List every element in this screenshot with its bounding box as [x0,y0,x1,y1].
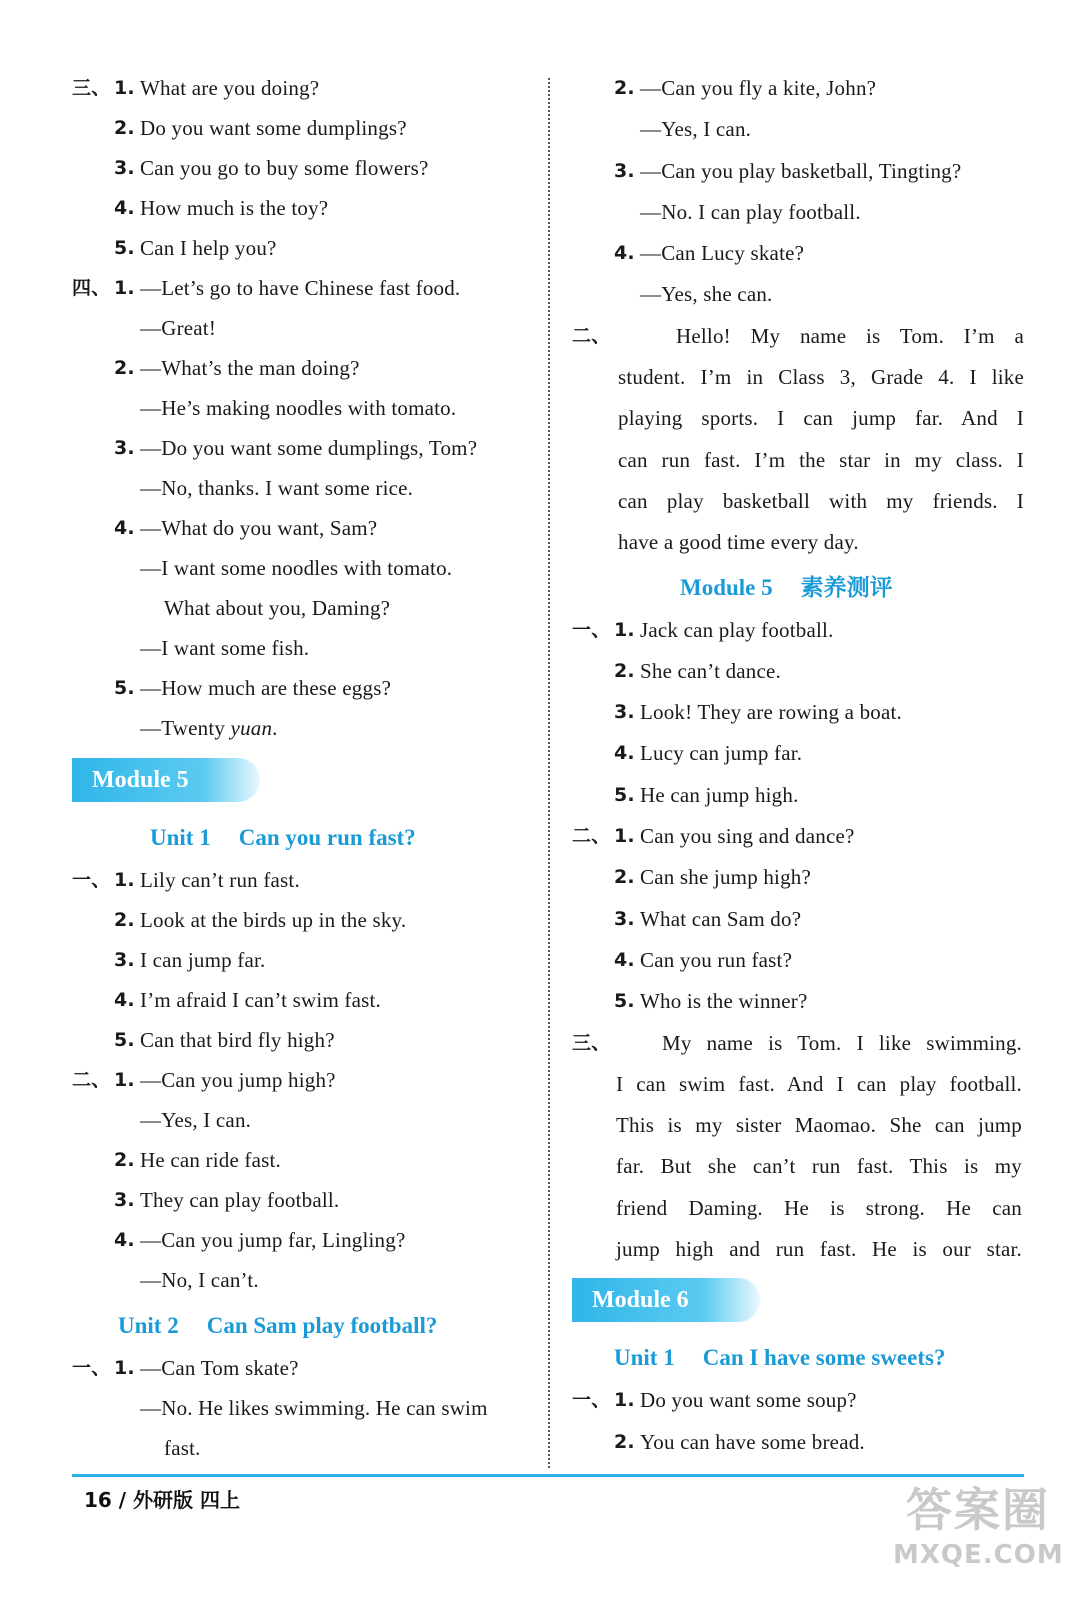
answer-line [572,857,1032,898]
answer-line [72,108,532,148]
item-text: You can have some bread. [640,1429,865,1454]
section-2-paragraph [572,316,1032,564]
unit-heading [72,1304,532,1348]
item-text: Can she jump high? [640,865,811,890]
item-number: 1. [614,618,635,641]
answer-line [572,151,1032,192]
item-number: 3. [614,159,635,182]
section-marker: 一、 [72,1357,111,1379]
paragraph-text: can run fast. I’m the star in my class. I [618,447,1024,472]
answer-line [72,1140,532,1180]
paragraph-text: This is my sister Maomao. She can jump [616,1113,1022,1138]
item-text: How much is the toy? [140,196,329,220]
answer-line [72,1060,532,1100]
page-footer: 16 / 外研版 四上 [84,1488,241,1512]
section-marker: 二、 [572,324,611,347]
module-banner: Module 5 [72,758,260,802]
text-part: Hello! My name is Tom. I’m a [676,323,1024,348]
item-number: 2. [614,866,635,889]
item-number: 1. [114,869,135,891]
answer-line [72,980,532,1020]
item-text: Can that bird fly high? [140,1028,335,1052]
item-number: 1. [614,825,635,848]
section-marker: 一、 [572,1389,611,1412]
answer-line [72,1388,532,1428]
unit-title-text: Can Sam play football? [206,1313,438,1338]
paragraph-line [572,1229,1032,1270]
answer-line [72,268,532,308]
unit-label: Unit 2 [118,1313,179,1338]
item-text: —No, thanks. I want some rice. [140,476,414,500]
item-number: 4. [614,742,635,765]
watermark-text: 答案圈 [906,1483,1050,1537]
answer-line [72,548,532,588]
assessment-section-3 [572,1023,1032,1271]
answer-line [72,1260,532,1300]
item-text: —I want some fish. [140,636,310,660]
answer-line [72,1020,532,1060]
item-number: 5. [614,990,635,1013]
answer-line [572,1380,1032,1421]
item-text: Who is the winner? [640,989,808,1014]
unit-label: Module 5 [680,574,773,600]
answer-line [72,188,532,228]
module-banner: Module 6 [572,1278,760,1322]
paragraph-line [572,1064,1032,1105]
answer-line [572,940,1032,981]
item-number: 2. [614,659,635,682]
item-text: He can ride fast. [140,1148,281,1172]
item-number: 1. [114,1357,135,1379]
item-number: 4. [114,517,135,539]
answer-line [72,900,532,940]
watermark-logo [893,1482,1063,1592]
paragraph-line [572,1023,1032,1064]
item-text: Lucy can jump far. [640,741,803,766]
italic-word: yuan [230,716,273,740]
item-text: Lily can’t run fast. [140,868,300,892]
item-number: 1. [614,1389,635,1412]
section-marker: 一、 [72,869,111,891]
answer-line [572,1422,1032,1463]
paragraph-text: far. But she can’t run fast. This is my [616,1154,1022,1179]
item-text: —Yes, I can. [140,1108,252,1132]
item-text: Can I help you? [140,236,277,260]
answer-line [72,588,532,628]
answer-line [72,940,532,980]
section-marker: 四、 [72,277,111,299]
continued-section [572,68,1032,316]
item-text: Do you want some soup? [640,1388,857,1413]
paragraph-line [572,522,1032,563]
paragraph-text: student. I’m in Class 3, Grade 4. I like [618,365,1024,390]
answer-line [72,508,532,548]
text-part: —Twenty [140,716,231,740]
paragraph-text [618,316,1024,357]
item-text: —Can you play basketball, Tingting? [640,158,962,183]
item-text: Do you want some dumplings? [140,116,407,140]
item-text: —Yes, she can. [640,282,773,307]
answer-line [72,388,532,428]
paragraph-line [572,316,1032,357]
item-number: 2. [114,117,135,139]
unit-label: Unit 1 [614,1345,675,1371]
item-number: 1. [114,277,135,299]
item-text: What are you doing? [140,76,320,100]
item-number: 1. [114,1069,135,1091]
unit-label: Unit 1 [150,825,211,850]
answer-line [572,981,1032,1022]
section-4 [72,268,532,748]
left-column [72,68,532,1468]
item-text: Can you sing and dance? [640,824,855,849]
answer-line [72,628,532,668]
paragraph-text: have a good time every day. [618,530,859,555]
item-text: fast. [164,1436,201,1460]
item-text: Can you go to buy some flowers? [140,156,429,180]
answer-line [572,733,1032,774]
item-number: 4. [114,989,135,1011]
answer-line [572,775,1032,816]
item-text: —Great! [140,316,217,340]
item-number: 5. [114,237,135,259]
paragraph-text: jump high and run fast. He is our star. [616,1237,1022,1262]
unit1-section-1 [72,860,532,1060]
answer-line [72,1348,532,1388]
unit2-section-1 [72,1348,532,1468]
item-text: —No, I can’t. [140,1268,259,1292]
answer-line [572,109,1032,150]
paragraph-text: can play basketball with my friends. I [618,488,1024,513]
item-number: 4. [614,242,635,265]
item-text: —Can you fly a kite, John? [640,76,877,100]
unit1-section-2 [72,1060,532,1300]
answer-line [72,348,532,388]
paragraph-line [572,1105,1032,1146]
item-number: 5. [614,783,635,806]
answer-line [72,860,532,900]
answer-line [72,1428,532,1468]
item-text: —Can you jump high? [140,1068,336,1092]
item-text: I can jump far. [140,948,266,972]
item-text: What can Sam do? [640,906,802,931]
item-text: —Can you jump far, Lingling? [140,1228,406,1252]
paragraph-line [572,440,1032,481]
item-text: Look at the birds up in the sky. [140,908,407,932]
answer-line [572,899,1032,940]
module6-section-1 [572,1380,1032,1463]
item-number: 3. [114,157,135,179]
item-text: —How much are these eggs? [140,676,392,700]
paragraph-text: friend Daming. He is strong. He can [616,1195,1022,1220]
answer-line [572,192,1032,233]
answer-line [72,148,532,188]
text-part: My name is Tom. I like swimming. [662,1030,1022,1055]
paragraph-text [616,1023,1022,1064]
unit-title-text: Can I have some sweets? [702,1345,946,1371]
answer-line [572,274,1032,315]
paragraph-text: playing sports. I can jump far. And I [618,406,1024,431]
item-text: She can’t dance. [640,658,782,683]
item-number: 2. [114,909,135,931]
paragraph-line [572,481,1032,522]
item-text: —Can Tom skate? [140,1356,299,1380]
unit-heading [72,816,532,860]
paragraph-line [572,357,1032,398]
assessment-heading [572,566,1032,610]
item-text: He can jump high. [640,782,799,807]
item-number: 4. [614,948,635,971]
paragraph-line [572,1188,1032,1229]
answer-line [72,1180,532,1220]
item-text: —He’s making noodles with tomato. [140,396,457,420]
answer-line [72,428,532,468]
item-text: They can play football. [140,1188,340,1212]
column-divider [548,78,550,1468]
answer-line [72,708,532,748]
item-text: —What’s the man doing? [140,356,360,380]
answer-line [572,233,1032,274]
item-text: Can you run fast? [640,947,793,972]
item-number: 3. [114,1189,135,1211]
item-text: —No. I can play football. [640,199,861,224]
section-marker: 二、 [572,825,611,848]
answer-line [572,692,1032,733]
item-number: 4. [114,197,135,219]
item-text: —Do you want some dumplings, Tom? [140,436,478,460]
assessment-section-2 [572,816,1032,1022]
item-text: —Let’s go to have Chinese fast food. [140,276,461,300]
assessment-section-1 [572,610,1032,816]
item-number: 3. [614,907,635,930]
item-text: Look! They are rowing a boat. [640,700,902,725]
item-number: 2. [614,1430,635,1453]
answer-line [572,68,1032,109]
unit-title-text: Can you run fast? [238,825,416,850]
paragraph-line [572,1146,1032,1187]
text-part: . [272,716,278,740]
answer-line [72,1220,532,1260]
paragraph-text: I can swim fast. And I can play football. [616,1071,1022,1096]
item-number: 5. [114,1029,135,1051]
item-number: 5. [114,677,135,699]
watermark-url: MXQE.COM [893,1540,1064,1570]
item-number: 2. [114,357,135,379]
item-text: —Can Lucy skate? [640,241,805,266]
section-marker: 三、 [572,1031,611,1054]
section-marker: 一、 [572,618,611,641]
answer-line [572,816,1032,857]
item-text: I’m afraid I can’t swim fast. [140,988,381,1012]
item-number: 4. [114,1229,135,1251]
item-number: 2. [114,1149,135,1171]
item-number: 3. [614,701,635,724]
paragraph-line [572,398,1032,439]
item-text: —What do you want, Sam? [140,516,378,540]
answer-line [72,308,532,348]
item-text: —I want some noodles with tomato. [140,556,453,580]
right-column [572,68,1032,1463]
answer-line [72,468,532,508]
item-number: 3. [114,437,135,459]
answer-line [572,610,1032,651]
answer-line [72,668,532,708]
unit-title-text: 素养测评 [800,574,893,600]
item-text: —Yes, I can. [640,117,752,142]
answer-line [72,228,532,268]
item-number: 2. [614,77,635,99]
item-number: 1. [114,77,135,99]
item-number: 3. [114,949,135,971]
section-3 [72,68,532,268]
answer-line [72,68,532,108]
item-text: Jack can play football. [640,617,834,642]
item-text [140,708,278,748]
section-marker: 三、 [72,77,111,99]
section-marker: 二、 [72,1069,111,1091]
answer-line [572,651,1032,692]
answer-line [72,1100,532,1140]
item-text: —No. He likes swimming. He can swim [140,1396,488,1420]
footer-rule [72,1474,1024,1477]
item-text: What about you, Daming? [164,596,391,620]
unit-heading [572,1336,1032,1380]
